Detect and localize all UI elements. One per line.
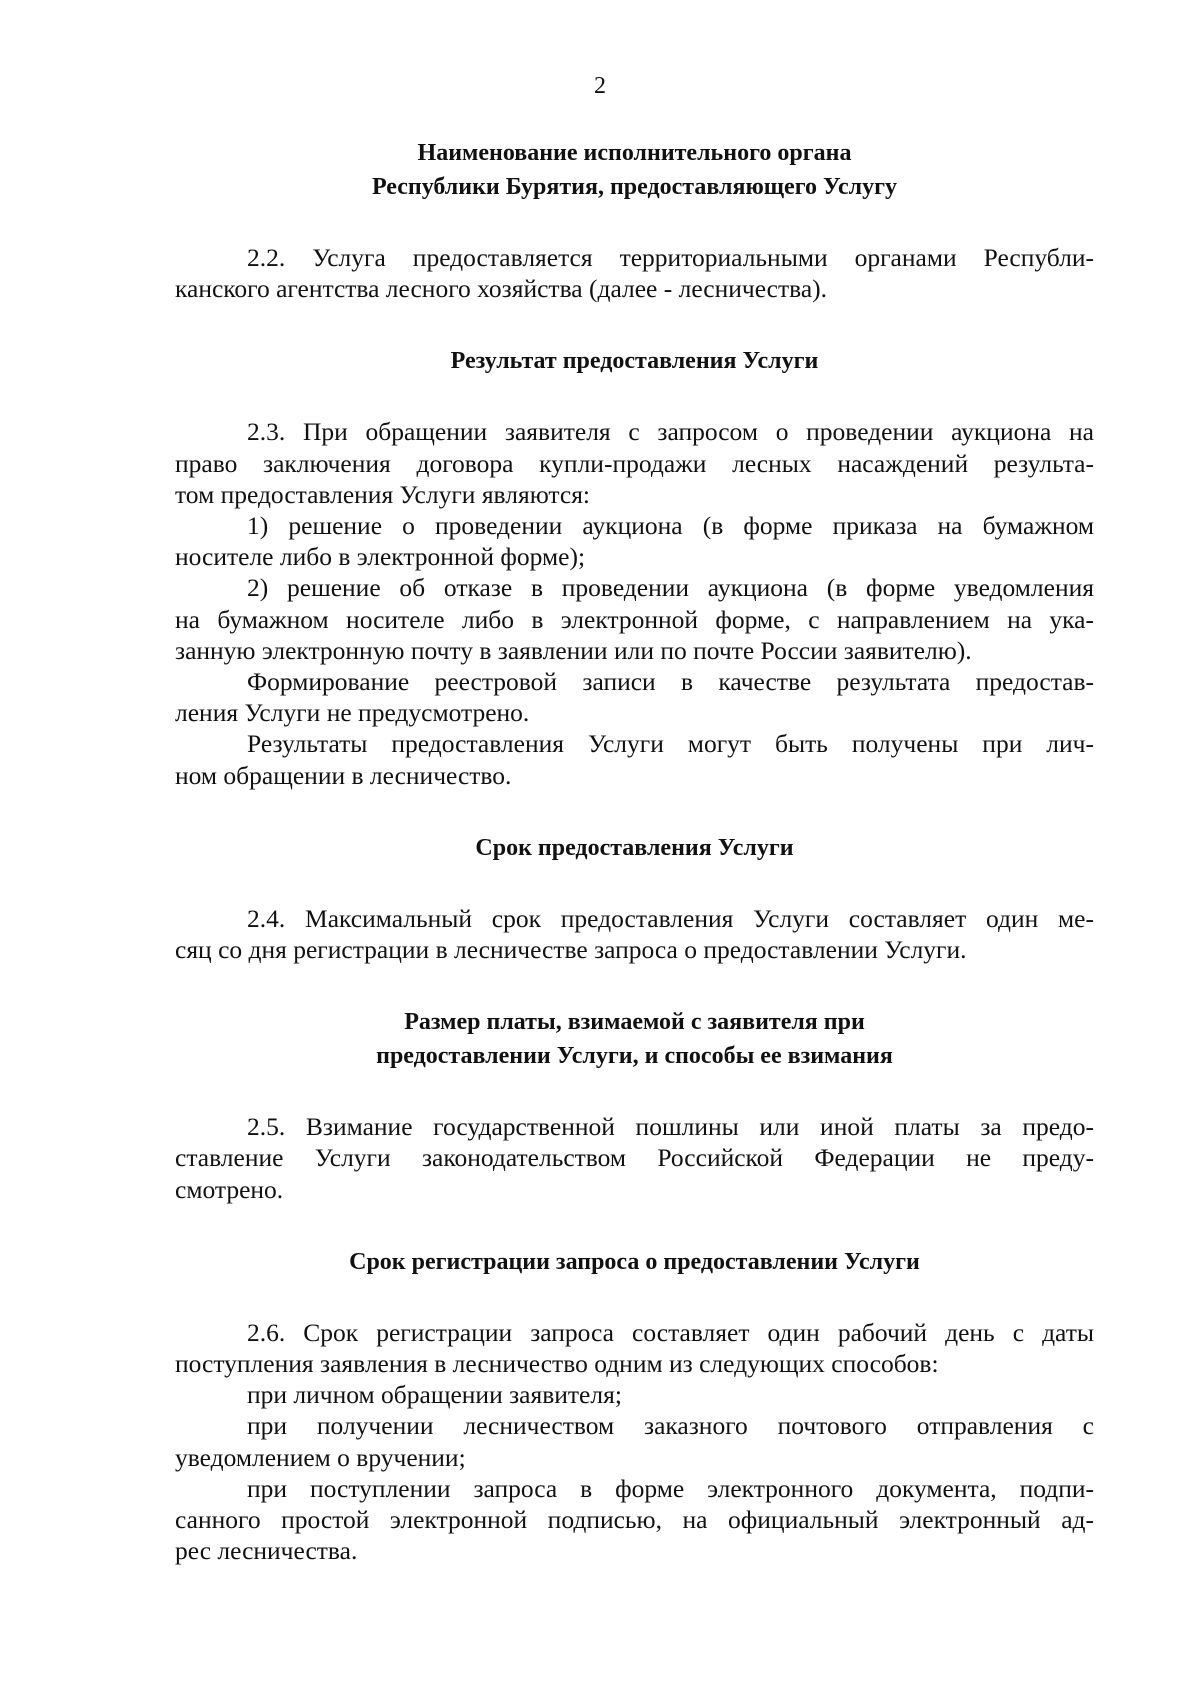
document-section bbox=[175, 1005, 1094, 1205]
paragraph-line: при получении лесничеством заказного почтового отправления с bbox=[247, 1411, 1094, 1441]
paragraph bbox=[175, 1317, 1094, 1379]
document-section bbox=[175, 344, 1094, 790]
paragraph-line: 2.3. При обращении заявителя с запросом о проведении аукциона на bbox=[247, 417, 1094, 447]
paragraph-line: уведомлением о вручении; bbox=[175, 1442, 466, 1472]
section-spacer bbox=[175, 791, 1094, 831]
paragraph-line: санного простой электронной подписью, на официальный электронный ад- bbox=[175, 1505, 1094, 1535]
paragraph-line: смотрено. bbox=[175, 1174, 284, 1204]
heading-spacer bbox=[175, 1279, 1094, 1317]
heading-spacer bbox=[175, 204, 1094, 242]
paragraph bbox=[175, 510, 1094, 572]
paragraph bbox=[175, 242, 1094, 304]
paragraph-line: том предоставления Услуги являются: bbox=[175, 479, 591, 509]
document-section bbox=[175, 136, 1094, 304]
heading-spacer bbox=[175, 865, 1094, 903]
section-spacer bbox=[175, 304, 1094, 344]
section-heading bbox=[175, 136, 1094, 204]
paragraph bbox=[175, 728, 1094, 790]
section-heading bbox=[175, 1005, 1094, 1073]
paragraph bbox=[175, 1379, 1094, 1410]
heading-line: предоставлении Услуги, и способы ее взимания bbox=[376, 1043, 893, 1070]
heading-line: Срок регистрации запроса о предоставлении Услуги bbox=[349, 1248, 920, 1275]
section-spacer bbox=[175, 1205, 1094, 1245]
document-section bbox=[175, 831, 1094, 965]
paragraph-line: рес лесничества. bbox=[175, 1536, 358, 1566]
paragraph bbox=[175, 903, 1094, 965]
paragraph-line: Формирование реестровой записи в качестве результата предостав- bbox=[247, 667, 1094, 697]
paragraph-line: при поступлении запроса в форме электронного документа, подпи- bbox=[247, 1473, 1094, 1503]
paragraph-line: 2.5. Взимание государственной пошлины или иной платы за предо- bbox=[247, 1112, 1094, 1142]
paragraph-line: 2.4. Максимальный срок предоставления Услуги составляет один ме- bbox=[247, 903, 1094, 933]
heading-line: Результат предоставления Услуги bbox=[450, 348, 819, 375]
heading-line: Республики Бурятия, предоставляющего Услугу bbox=[371, 174, 898, 200]
paragraph-line: на бумажном носителе либо в электронной форме, с направлением на ука- bbox=[175, 604, 1094, 634]
section-heading bbox=[175, 1245, 1094, 1279]
heading-spacer bbox=[175, 378, 1094, 416]
heading-spacer bbox=[175, 1073, 1094, 1111]
paragraph-line: при личном обращении заявителя; bbox=[247, 1380, 622, 1410]
paragraph-line: канского агентства лесного хозяйства (далее - лесничества). bbox=[175, 274, 828, 304]
section-spacer bbox=[175, 965, 1094, 1005]
paragraph-line: 2.6. Срок регистрации запроса составляет один рабочий день с даты bbox=[247, 1317, 1094, 1347]
paragraph-line: 2) решение об отказе в проведении аукциона (в форме уведомления bbox=[247, 573, 1094, 603]
section-heading bbox=[175, 344, 1094, 378]
heading-line: Размер платы, взимаемой с заявителя при bbox=[404, 1009, 865, 1036]
page-number: 2 bbox=[594, 73, 606, 99]
paragraph-line: Результаты предоставления Услуги могут быть получены при лич- bbox=[247, 729, 1094, 759]
paragraph bbox=[175, 1111, 1094, 1205]
paragraph-line: сяц со дня регистрации в лесничестве запроса о предоставлении Услуги. bbox=[175, 935, 967, 965]
paragraph bbox=[175, 572, 1094, 666]
paragraph-line: 1) решение о проведении аукциона (в форме приказа на бумажном bbox=[247, 511, 1094, 541]
paragraph-line: поступления заявления в лесничество одним из следующих способов: bbox=[175, 1349, 939, 1379]
document-section bbox=[175, 1245, 1094, 1567]
paragraph bbox=[175, 1410, 1094, 1472]
document-body bbox=[175, 136, 1094, 1566]
paragraph-line: ном обращении в лесничество. bbox=[175, 760, 512, 790]
paragraph-line: 2.2. Услуга предоставляется территориальными органами Республи- bbox=[247, 243, 1094, 272]
heading-line: Наименование исполнительного органа bbox=[417, 140, 852, 166]
heading-line: Срок предоставления Услуги bbox=[475, 834, 794, 861]
paragraph bbox=[175, 416, 1094, 510]
paragraph-line: ления Услуги не предусмотрено. bbox=[175, 698, 530, 728]
paragraph-line: право заключения договора купли-продажи лесных насаждений результа- bbox=[175, 448, 1094, 478]
paragraph bbox=[175, 666, 1094, 728]
paragraph-line: ставление Услуги законодательством Российской Федерации не преду- bbox=[175, 1143, 1094, 1173]
section-heading bbox=[175, 831, 1094, 865]
paragraph-line: носителе либо в электронной форме); bbox=[175, 542, 586, 572]
paragraph bbox=[175, 1473, 1094, 1567]
paragraph-line: занную электронную почту в заявлении или по почте России заявителю). bbox=[175, 635, 972, 665]
